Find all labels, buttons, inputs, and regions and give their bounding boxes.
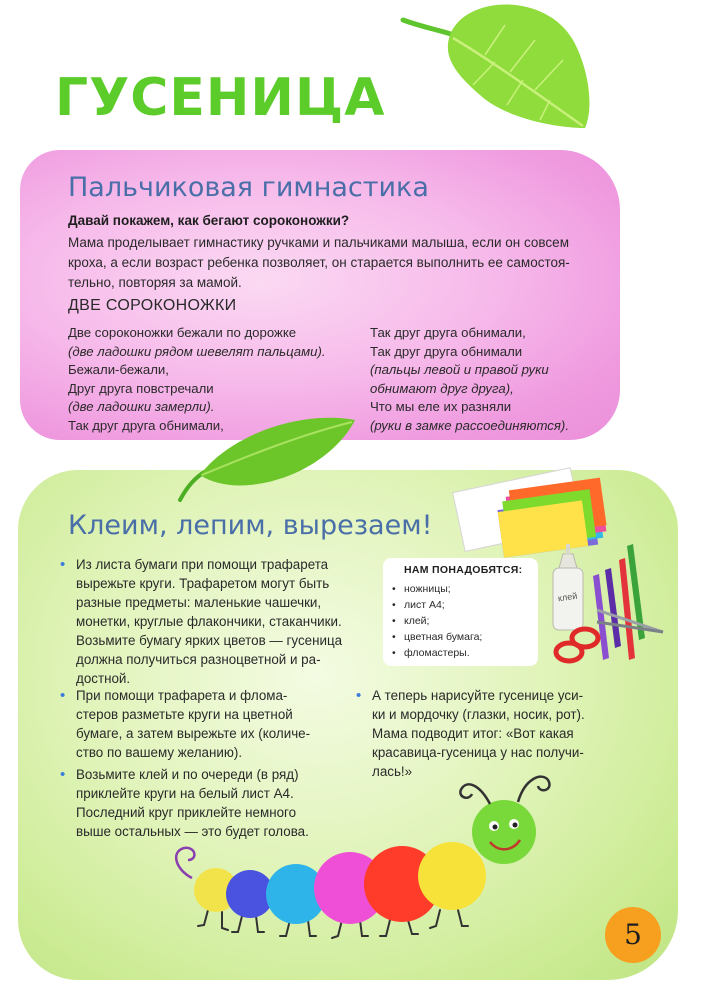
craft-step-line: • При помощи трафарета и флома- — [76, 688, 288, 703]
craft-step-line: должна получиться разноцветной и ра- — [76, 652, 321, 667]
craft-step-line: • Возьмите клей и по очереди (в ряд) — [76, 767, 299, 782]
craft-step-line: Мама подводит итог: «Вот какая — [372, 726, 574, 741]
markers-icon — [593, 544, 645, 660]
craft-step-line: монетки, круглые флакончики, стаканчики. — [76, 614, 342, 629]
glue-bottle-icon — [553, 544, 583, 630]
craft-step-line: лась!» — [372, 764, 413, 779]
leaf-middle-illustration — [170, 405, 370, 505]
poem-right-column — [370, 324, 630, 436]
materials-item: • лист А4; — [392, 597, 532, 613]
craft-step-line: приклейте круги на белый лист А4. — [76, 786, 294, 801]
caterpillar-illustration — [150, 760, 570, 950]
craft-step-line: Возьмите бумагу ярких цветов — гусеница — [76, 633, 343, 648]
page-number: 5 — [624, 918, 642, 951]
craft-step-line: выше остальных — это будет голова. — [76, 824, 309, 839]
gymnastics-heading: Пальчиковая гимнастика — [68, 172, 429, 203]
materials-item: • ножницы; — [392, 581, 532, 597]
poem-line: Друг друга повстречали — [68, 380, 214, 396]
materials-list — [392, 581, 532, 661]
craft-step — [60, 555, 380, 688]
poem-line: Так друг друга обнимали, — [68, 417, 224, 433]
materials-item: • фломастеры. — [392, 645, 532, 661]
gymnastics-text-line: тельно, повторяя за мамой. — [68, 275, 242, 290]
craft-steps-left-2 — [60, 686, 350, 762]
craft-step-line: Последний круг приклейте немного — [76, 805, 297, 820]
gymnastics-text-line: кроха, а если возраст ребенка позволяет, он старается выполнить ее самостоя- — [68, 255, 570, 270]
craft-step-line: красавица-гусеница у нас получи- — [372, 745, 584, 760]
poem-line: (две ладошки рядом шевелят пальцами). — [68, 343, 326, 359]
poem-title: ДВЕ СОРОКОНОЖКИ — [68, 297, 237, 314]
craft-step-line: ки и мордочку (глазки, носик, рот). — [372, 707, 585, 722]
craft-step — [60, 686, 350, 762]
craft-step-line: вырежьте круги. Трафаретом могут быть — [76, 576, 330, 591]
caterpillar-head — [472, 800, 536, 864]
gymnastics-text — [68, 233, 628, 293]
leaf-top-illustration — [395, 0, 605, 140]
craft-step-line: стеров разметьте круги на цветной — [76, 707, 293, 722]
poem-line: обнимают друг друга), — [370, 380, 514, 396]
poem-line: (руки в замке рассоединяются). — [370, 417, 569, 433]
poem-line: (две ладошки замерли). — [68, 399, 215, 415]
poem-line: Что мы еле их разняли — [370, 399, 512, 415]
craft-step-line: • Из листа бумаги при помощи трафарета — [76, 557, 329, 572]
poem-line: Так друг друга обнимали — [370, 343, 523, 359]
craft-step-line: разные предметы: маленькие чашечки, — [76, 595, 322, 610]
craft-steps-left — [60, 555, 380, 688]
craft-step-line: бумаге, а затем вырежьте их (количе- — [76, 726, 311, 741]
poem-line: Бежали-бежали, — [68, 362, 169, 378]
craft-heading: Клеим, лепим, вырезаем! — [68, 510, 433, 541]
materials-item: • цветная бумага; — [392, 629, 532, 645]
craft-step-line: ство по вашему желанию). — [76, 745, 243, 760]
craft-step-line: достной. — [76, 671, 131, 686]
craft-step-line: • А теперь нарисуйте гусенице уси- — [372, 688, 584, 703]
caterpillar-segment — [418, 842, 486, 910]
gymnastics-lead: Давай покажем, как бегают сороконожки? — [68, 213, 350, 228]
materials-heading: НАМ ПОНАДОБЯТСЯ: — [404, 564, 523, 576]
poem-line: Две сороконожки бежали по дорожке — [68, 325, 297, 340]
page-title: ГУСЕНИЦА — [55, 68, 386, 128]
materials-item: • клей; — [392, 613, 532, 629]
poem-line: (пальцы левой и правой руки — [370, 362, 549, 378]
poem-line: Так друг друга обнимали, — [370, 325, 526, 340]
gymnastics-text-line: Мама проделывает гимнастику ручками и пальчиками малыша, если он совсем — [68, 235, 569, 250]
supplies-illustration — [535, 540, 685, 680]
glue-label: клей — [557, 590, 578, 604]
